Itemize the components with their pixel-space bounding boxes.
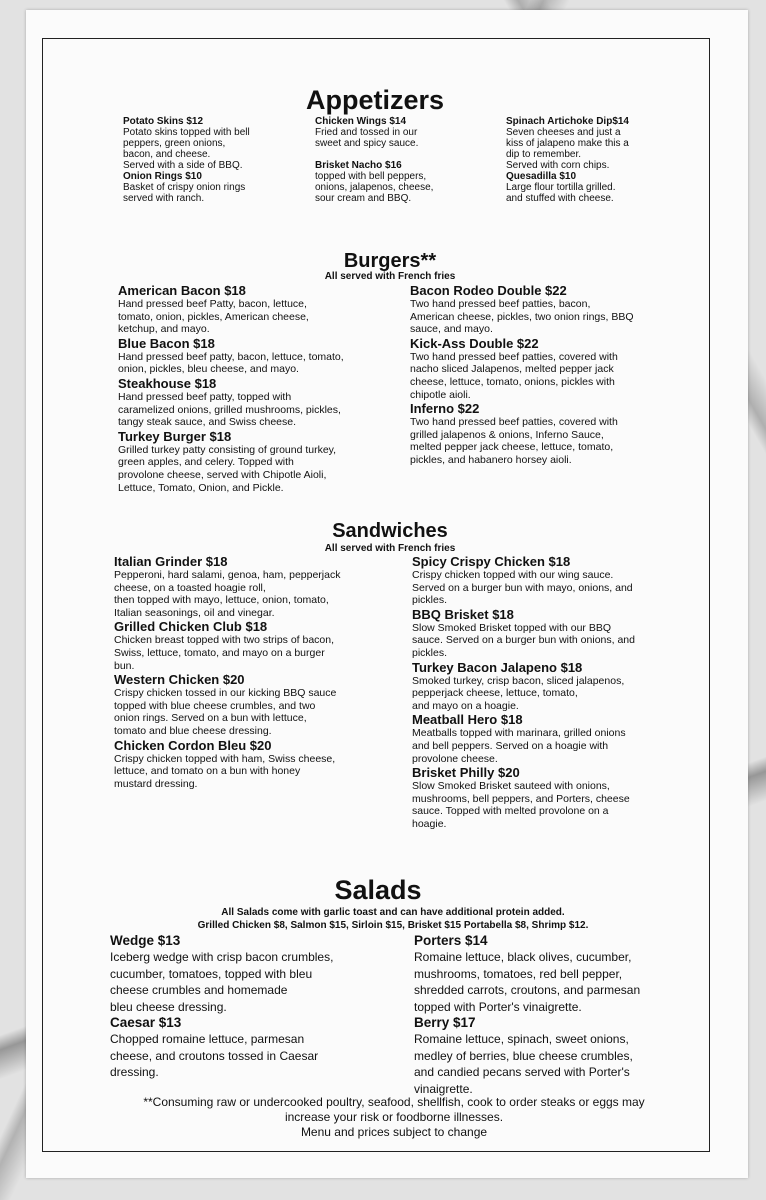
salads-heading: Salads [334, 875, 422, 905]
item-description: Hand pressed beef patty, bacon, lettuce, tomato, onion, pickles, bleu cheese, and mayo. [118, 350, 344, 376]
menu-item [114, 738, 410, 791]
menu-item [118, 283, 408, 336]
item-name: Potato Skins $12 [123, 116, 204, 127]
item-name: Spinach Artichoke Dip$14 [506, 116, 629, 127]
item-description: Crispy chicken topped with ham, Swiss cheese, lettuce, and tomato on a bun with honey mustard dressing. [114, 752, 336, 790]
item-description: Pepperoni, hard salami, genoa, ham, pepperjack cheese, on a toasted hoagie roll, then topped with mayo, lettuce, onion, tomato, Italian seasonings, oil and vinegar. [114, 569, 341, 619]
item-name: Blue Bacon $18 [118, 335, 215, 351]
item-name: Meatball Hero $18 [412, 712, 523, 728]
burgers-heading: Burgers** [343, 250, 437, 272]
sandwiches-col-left [114, 554, 410, 790]
item-description: Two hand pressed beef patties, bacon, American cheese, pickles, two onion rings, BBQ sauce, and mayo. [410, 298, 634, 336]
item-name: Berry $17 [414, 1015, 476, 1030]
item-description: Hand pressed beef patty, topped with caramelized onions, grilled mushrooms, pickles, tangy steak sauce, and Swiss cheese. [118, 390, 341, 429]
burgers-subtitle: All served with French fries [324, 271, 456, 282]
menu-item [412, 660, 702, 713]
item-description: Meatballs topped with marinara, grilled onions and bell peppers. Served on a hoagie with provolone cheese. [412, 727, 626, 765]
item-description: Crispy chicken tossed in our kicking BBQ sauce topped with blue cheese crumbles, and two onion rings. Served on a bun with lettuce, tomato and blue cheese dressing. [114, 687, 337, 737]
menu-item [414, 933, 704, 1015]
item-description: Chicken breast topped with two strips of bacon, Swiss, lettuce, tomato, and mayo on a burger bun. [114, 634, 335, 672]
item-name: Spicy Crispy Chicken $18 [412, 554, 571, 569]
menu-item [114, 619, 410, 672]
menu-item [315, 116, 495, 149]
disclaimer-line: increase your risk or foodborne illnesses. [284, 1110, 504, 1124]
item-name: Grilled Chicken Club $18 [114, 619, 268, 635]
price-notice: Menu and prices subject to change [300, 1125, 488, 1139]
appetizers-col-2 [315, 116, 495, 204]
appetizers-heading: Appetizers [305, 85, 445, 115]
item-name: Wedge $13 [110, 933, 181, 948]
salads-protein-options: Grilled Chicken $8, Salmon $15, Sirloin $15, Brisket $15 Portabella $8, Shrimp $12. [197, 920, 589, 931]
menu-item [123, 171, 303, 204]
item-description: topped with bell peppers, onions, jalapenos, cheese, sour cream and BBQ. [315, 171, 434, 204]
burgers-col-left [118, 283, 408, 494]
item-description: Slow Smoked Brisket sauteed with onions, mushrooms, bell peppers, and Porters, cheese sauce. Topped with melted provolone on a hoagie. [412, 780, 630, 830]
disclaimer-line: **Consuming raw or undercooked poultry, seafood, shellfish, cook to order steaks or eggs may [143, 1095, 645, 1109]
item-description: Two hand pressed beef patties, covered with grilled jalapenos & onions, Inferno Sauce, melted pepper jack cheese, lettuce, tomato, pickles, and habanero horsey aioli. [410, 416, 618, 466]
item-name: Quesadilla $10 [506, 171, 577, 182]
sandwiches-subtitle: All served with French fries [324, 543, 456, 554]
item-name: Steakhouse $18 [118, 375, 217, 391]
item-description: Two hand pressed beef patties, covered with nacho sliced Jalapenos, melted pepper jack cheese, lettuce, tomato, onions, pickles with chipotle aioli. [410, 350, 618, 401]
item-description: Smoked turkey, crisp bacon, sliced jalapenos, pepperjack cheese, lettuce, tomato, and mayo on a hoagie. [412, 674, 625, 712]
item-description: Slow Smoked Brisket topped with our BBQ sauce. Served on a burger bun with onions, and pickles. [412, 621, 635, 659]
menu-item [410, 283, 700, 336]
item-name: American Bacon $18 [118, 283, 246, 298]
menu-disclaimer [84, 1095, 704, 1140]
item-name: Chicken Wings $14 [315, 116, 407, 127]
item-name: Brisket Philly $20 [412, 765, 520, 781]
salads-col-left [110, 933, 406, 1081]
item-name: Onion Rings $10 [123, 171, 202, 182]
item-description: Potato skins topped with bell peppers, green onions, bacon, and cheese. Served with a side of BBQ. [123, 127, 250, 171]
item-description: Seven cheeses and just a kiss of jalapeno make this a dip to remember. Served with corn chips. [506, 127, 629, 171]
item-description: Fried and tossed in our sweet and spicy sauce. [315, 127, 419, 149]
item-description: Chopped romaine lettuce, parmesan cheese, and croutons tossed in Caesar dressing. [110, 1032, 319, 1079]
menu-item [123, 116, 303, 171]
menu-item [412, 765, 702, 830]
appetizers-col-3 [506, 116, 686, 204]
item-name: Chicken Cordon Bleu $20 [114, 737, 272, 753]
menu-item [410, 401, 700, 466]
menu-item [412, 712, 702, 765]
item-name: Brisket Nacho $16 [315, 160, 402, 171]
item-description: Hand pressed beef Patty, bacon, lettuce, tomato, onion, pickles, American cheese, ketchup, and mayo. [118, 298, 309, 336]
menu-item [110, 1015, 406, 1081]
item-name: Western Chicken $20 [114, 672, 245, 688]
salads-col-right [414, 933, 704, 1097]
item-description: Iceberg wedge with crisp bacon crumbles, cucumber, tomatoes, topped with bleu cheese crumbles and homemade bleu cheese dressing. [110, 950, 334, 1014]
item-name: Turkey Burger $18 [118, 428, 232, 444]
salads-subtitle: All Salads come with garlic toast and can have additional protein added. [221, 907, 565, 918]
menu-item [414, 1015, 704, 1097]
item-description: Grilled turkey patty consisting of ground turkey, green apples, and celery. Topped with provolone cheese, served with Chipotle Aioli, Lettuce, Tomato, Onion, and Pickle. [118, 443, 337, 494]
item-name: Caesar $13 [110, 1015, 182, 1030]
menu-item [412, 554, 702, 607]
sandwiches-heading: Sandwiches [332, 520, 448, 542]
item-description: Romaine lettuce, spinach, sweet onions, medley of berries, blue cheese crumbles, and candied pecans served with Porter's vinaigrette. [414, 1032, 633, 1096]
menu-item [410, 336, 700, 401]
menu-item [506, 116, 686, 171]
item-name: Italian Grinder $18 [114, 554, 228, 569]
menu-item [412, 607, 702, 660]
item-name: Porters $14 [414, 933, 488, 948]
menu-item [506, 171, 686, 204]
menu-item [110, 933, 406, 1015]
item-name: Inferno $22 [410, 401, 480, 417]
item-description: Romaine lettuce, black olives, cucumber, mushrooms, tomatoes, red bell pepper, shredded carrots, croutons, and parmesan topped with Porter's vinaigrette. [414, 950, 641, 1014]
sandwiches-col-right [412, 554, 702, 831]
menu-item [118, 336, 408, 376]
menu-item [114, 672, 410, 737]
item-name: Bacon Rodeo Double $22 [410, 283, 567, 298]
item-name: Turkey Bacon Jalapeno $18 [412, 659, 583, 675]
appetizers-col-1 [123, 116, 303, 204]
item-description: Basket of crispy onion rings served with ranch. [123, 182, 246, 204]
item-description: Large flour tortilla grilled. and stuffed with cheese. [506, 182, 616, 204]
menu-item [118, 429, 408, 494]
item-name: Kick-Ass Double $22 [410, 335, 539, 351]
menu-item [118, 376, 408, 429]
menu-item [315, 160, 495, 204]
menu-item [114, 554, 410, 619]
item-description: Crispy chicken topped with our wing sauce. Served on a burger bun with mayo, onions, and pickles. [412, 569, 633, 607]
item-name: BBQ Brisket $18 [412, 606, 514, 622]
burgers-col-right [410, 283, 700, 467]
